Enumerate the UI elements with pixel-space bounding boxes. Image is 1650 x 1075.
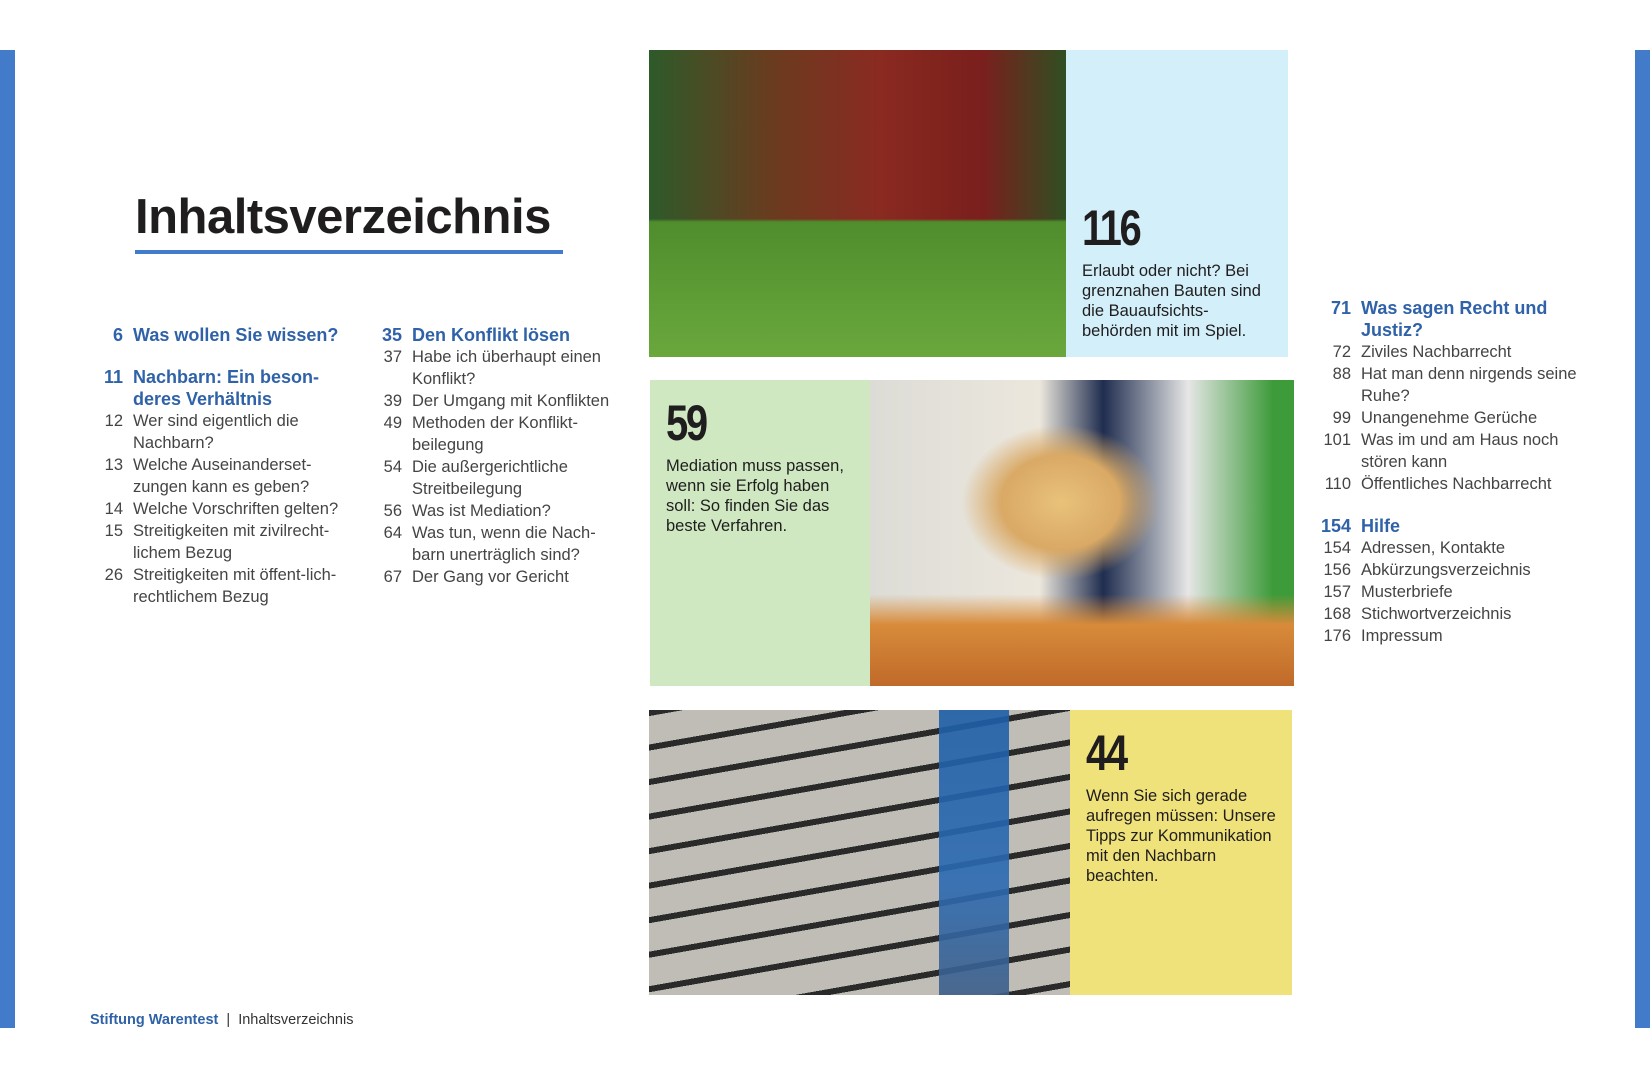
toc-chapter[interactable] [88,324,348,346]
toc-title: Unangenehme Gerüche [1361,409,1538,427]
toc-page-number: 39 [383,392,402,410]
toc-page-number: 35 [381,325,402,345]
toc-entry[interactable] [1318,603,1578,625]
playground-photo [649,50,1066,357]
toc-title: Adressen, Kontakte [1361,539,1506,557]
toc-page-number: 26 [104,566,123,584]
toc-entry[interactable] [366,566,626,588]
toc-entry[interactable] [1318,581,1578,603]
toc-title: Was ist Mediation? [412,502,551,520]
page-footer [90,1012,353,1028]
toc-page-number: 6 [112,325,123,345]
toc-title: Hat man denn nirgends seine Ruhe? [1361,365,1577,405]
toc-page-number: 154 [1320,516,1351,536]
toc-title: Der Gang vor Gericht [412,568,569,586]
toc-page-number: 49 [383,414,402,432]
toc-title: Welche Auseinanderset-zungen kann es geben? [133,456,312,496]
toc-page-number: 99 [1332,409,1351,427]
page-title: Inhaltsverzeichnis [135,190,551,244]
toc-page-number: 67 [383,568,402,586]
toc-entry[interactable] [1318,363,1578,407]
callout-stairs[interactable] [1070,710,1292,995]
toc-page-number: 110 [1324,475,1351,493]
stairs-photo [649,710,1070,995]
toc-page-number: 56 [383,502,402,520]
callout-page-number: 59 [666,395,706,451]
toc-title: Methoden der Konflikt-beilegung [412,414,579,454]
toc-title: Was sagen Recht und Justiz? [1361,298,1548,340]
panel-playground [649,50,1288,357]
title-underline [135,250,563,254]
toc-chapter[interactable] [1318,515,1578,537]
toc-entry[interactable] [1318,537,1578,559]
toc-page-number: 101 [1323,431,1351,449]
toc-title: Was im und am Haus noch stören kann [1361,431,1559,471]
toc-entry[interactable] [1318,625,1578,647]
toc-title: Welche Vorschriften gelten? [133,500,339,518]
toc-column-2 [366,324,626,588]
callout-playground[interactable] [1066,50,1288,357]
toc-page-number: 88 [1332,365,1351,383]
right-edge-bar [1635,50,1650,1028]
toc-title: Stichwortverzeichnis [1361,605,1512,623]
toc-column-3 [1318,297,1578,647]
toc-title: Der Umgang mit Konflikten [412,392,610,410]
callout-text: Wenn Sie sich gerade aufregen müssen: Unsere Tipps zur Kommunikation mit den Nachbarn beachten. [1086,787,1276,885]
toc-entry[interactable] [1318,429,1578,473]
toc-page-number: 71 [1330,298,1351,318]
callout-mediation[interactable] [650,380,870,686]
callout-page-number: 44 [1086,725,1126,781]
toc-title: Was wollen Sie wissen? [133,325,339,345]
left-edge-bar [0,50,15,1028]
toc-page-number: 37 [383,348,402,366]
toc-entry[interactable] [1318,407,1578,429]
panel-mediation [650,380,1294,686]
toc-entry[interactable] [366,456,626,500]
toc-title: Ziviles Nachbarrecht [1361,343,1512,361]
toc-page-number: 168 [1323,605,1351,623]
toc-entry[interactable] [88,520,348,564]
toc-title: Habe ich überhaupt einen Konflikt? [412,348,601,388]
toc-page-number: 54 [383,458,402,476]
toc-title: Wer sind eigentlich die Nachbarn? [133,412,299,452]
callout-text: Mediation muss passen, wenn sie Erfolg haben soll: So finden Sie das beste Verfahren. [666,457,844,535]
toc-title: Impressum [1361,627,1443,645]
toc-entry[interactable] [366,390,626,412]
toc-gap [1318,495,1578,515]
footer-separator: | [226,1012,231,1028]
toc-page-number: 13 [104,456,123,474]
toc-entry[interactable] [88,498,348,520]
toc-title: Abkürzungsverzeichnis [1361,561,1531,579]
toc-title: Hilfe [1361,516,1401,536]
toc-title: Nachbarn: Ein beson-deres Verhältnis [133,367,320,409]
toc-title: Die außergerichtliche Streitbeilegung [412,458,568,498]
toc-entry[interactable] [1318,473,1578,495]
toc-page-number: 157 [1323,583,1351,601]
mediation-photo [870,380,1294,686]
toc-page-number: 12 [104,412,123,430]
toc-page-number: 15 [104,522,123,540]
toc-chapter[interactable] [1318,297,1578,341]
toc-page-number: 154 [1323,539,1351,557]
toc-title: Was tun, wenn die Nach-barn unerträglich sind? [412,524,596,564]
callout-page-number: 116 [1082,200,1140,256]
toc-page-number: 156 [1323,561,1351,579]
toc-page-number: 11 [103,367,123,387]
toc-chapter[interactable] [88,366,348,410]
toc-entry[interactable] [366,412,626,456]
footer-section: Inhaltsverzeichnis [238,1012,354,1028]
toc-entry[interactable] [1318,341,1578,363]
toc-page-number: 14 [104,500,123,518]
toc-entry[interactable] [1318,559,1578,581]
toc-title: Streitigkeiten mit zivilrecht-lichem Bezug [133,522,330,562]
toc-entry[interactable] [88,564,348,608]
toc-page-number: 176 [1323,627,1351,645]
toc-page-number: 72 [1332,343,1351,361]
toc-entry[interactable] [88,410,348,454]
panel-stairs [649,710,1292,995]
toc-entry[interactable] [366,500,626,522]
toc-title: Musterbriefe [1361,583,1453,601]
toc-chapter[interactable] [366,324,626,346]
toc-page-number: 64 [383,524,402,542]
toc-column-1 [88,324,348,608]
footer-brand: Stiftung Warentest [90,1012,219,1028]
callout-text: Erlaubt oder nicht? Bei grenznahen Bauten sind die Bauaufsichts-behörden mit im Spiel. [1082,262,1261,340]
toc-title: Öffentliches Nachbarrecht [1361,475,1552,493]
toc-entry[interactable] [366,522,626,566]
toc-title: Den Konflikt lösen [412,325,571,345]
toc-gap [88,346,348,366]
toc-title: Streitigkeiten mit öffent-lich-rechtlichem Bezug [133,566,337,606]
toc-entry[interactable] [366,346,626,390]
toc-entry[interactable] [88,454,348,498]
